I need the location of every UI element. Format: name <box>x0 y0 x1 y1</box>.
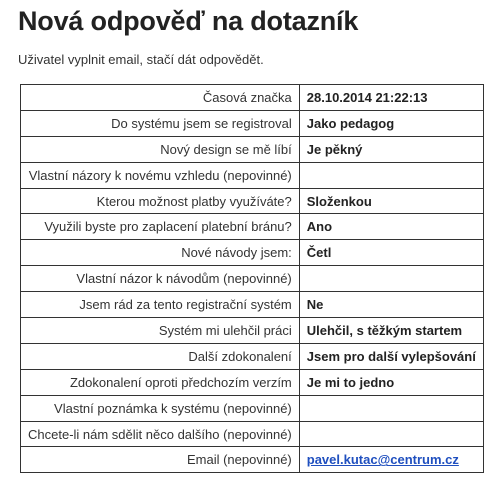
answer-cell <box>299 447 483 473</box>
intro-text: Uživatel vyplnit email, stačí dát odpovědět. <box>18 52 264 67</box>
question-cell: Systém mi ulehčil práci <box>21 318 300 344</box>
answer-cell <box>299 395 483 421</box>
email-link[interactable]: pavel.kutac@centrum.cz <box>306 452 459 468</box>
table-row <box>21 240 484 266</box>
table-row <box>21 136 484 162</box>
answer-cell: 28.10.2014 21:22:13 <box>299 85 483 111</box>
question-cell: Vlastní poznámka k systému (nepovinné) <box>21 395 300 421</box>
question-cell: Vlastní názor k návodům (nepovinné) <box>21 266 300 292</box>
question-cell: Nové návody jsem: <box>21 240 300 266</box>
answers-table <box>20 84 484 473</box>
table-row <box>21 292 484 318</box>
question-cell: Chcete-li nám sdělit něco dalšího (nepovinné) <box>21 421 300 447</box>
question-cell: Časová značka <box>21 85 300 111</box>
question-cell: Jsem rád za tento registrační systém <box>21 292 300 318</box>
table-row <box>21 343 484 369</box>
answer-cell <box>299 421 483 447</box>
question-cell: Vlastní názory k novému vzhledu (nepovinné) <box>21 162 300 188</box>
table-row <box>21 447 484 473</box>
question-cell: Nový design se mě líbí <box>21 136 300 162</box>
table-row <box>21 214 484 240</box>
answer-cell <box>299 162 483 188</box>
answer-cell: Ulehčil, s těžkým startem <box>299 318 483 344</box>
answer-cell: Četl <box>299 240 483 266</box>
table-row <box>21 110 484 136</box>
table-row <box>21 85 484 111</box>
answer-cell: Jako pedagog <box>299 110 483 136</box>
table-row <box>21 421 484 447</box>
answer-cell: Je mi to jedno <box>299 369 483 395</box>
page-title: Nová odpověď na dotazník <box>18 6 359 36</box>
table-row <box>21 266 484 292</box>
table-row <box>21 318 484 344</box>
question-cell: Využili byste pro zaplacení platební bránu? <box>21 214 300 240</box>
answer-cell: Ano <box>299 214 483 240</box>
answer-cell: Je pěkný <box>299 136 483 162</box>
answer-cell <box>299 266 483 292</box>
answer-cell: Složenkou <box>299 188 483 214</box>
table-row <box>21 188 484 214</box>
question-cell: Kterou možnost platby využíváte? <box>21 188 300 214</box>
answer-cell: Jsem pro další vylepšování <box>299 343 483 369</box>
table-row <box>21 162 484 188</box>
table-row <box>21 369 484 395</box>
question-cell: Do systému jsem se registroval <box>21 110 300 136</box>
question-cell: Další zdokonalení <box>21 343 300 369</box>
answer-cell: Ne <box>299 292 483 318</box>
question-cell: Email (nepovinné) <box>21 447 300 473</box>
table-row <box>21 395 484 421</box>
question-cell: Zdokonalení oproti předchozím verzím <box>21 369 300 395</box>
